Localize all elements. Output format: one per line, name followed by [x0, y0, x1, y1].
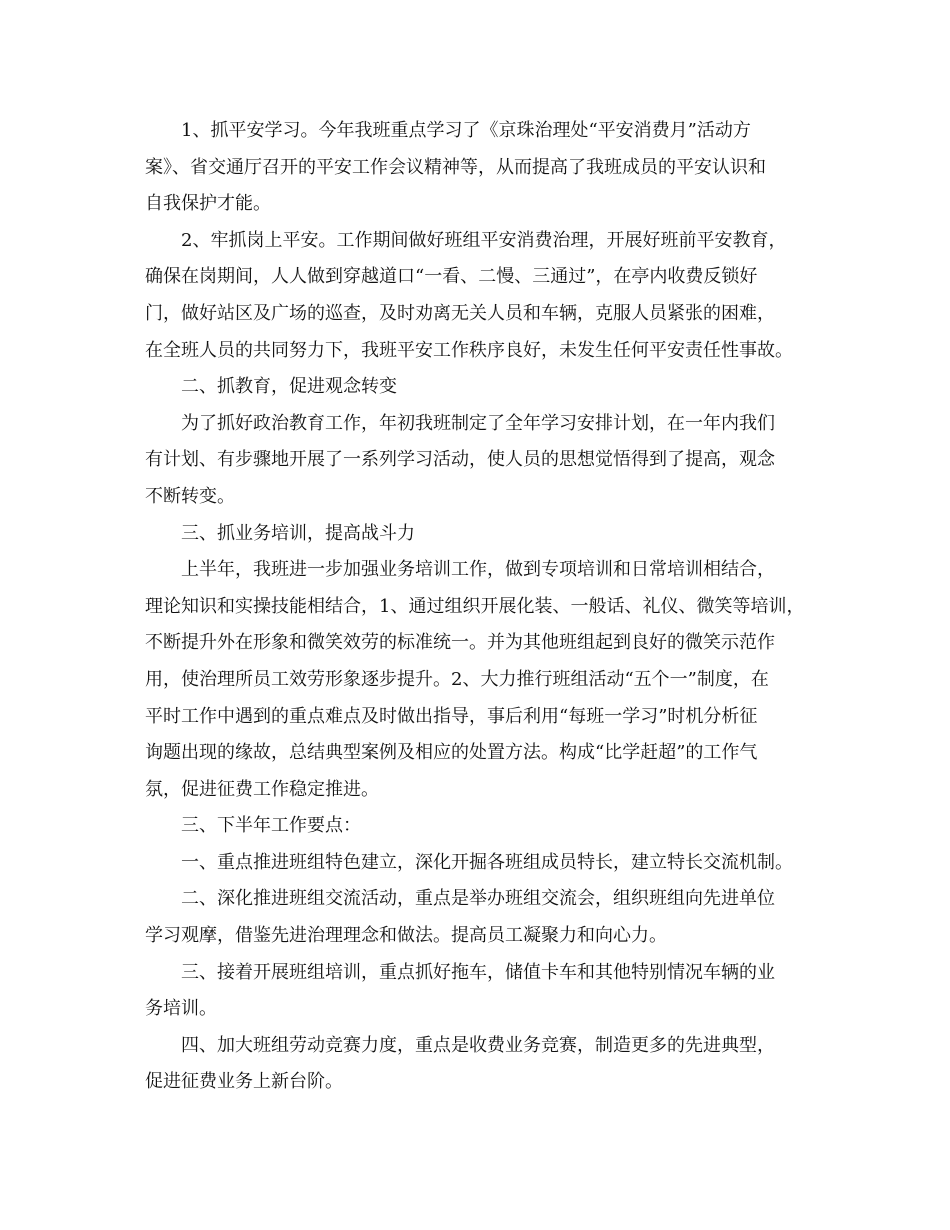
text-line: 自我保护才能。	[145, 193, 271, 215]
paragraph-point-three	[145, 955, 825, 1028]
text-line: 询题出现的缘故，总结典型案例及相应的处置方法。构成“比学赶超”的工作气	[145, 742, 758, 764]
text-line: 不断转变。	[145, 485, 235, 507]
text-line: 三、抓业务培训，提高战斗力	[181, 522, 415, 544]
text-line: 在全班人员的共同努力下，我班平安工作秩序良好，未发生任何平安责任性事故。	[145, 339, 793, 361]
text-line: 四、加大班组劳动竞赛力度，重点是收费业务竞赛，制造更多的先进典型，	[181, 1034, 775, 1056]
text-line: 门，做好站区及广场的巡查，及时劝离无关人员和车辆，克服人员紧张的困难，	[145, 302, 775, 324]
paragraph-political-education	[145, 406, 825, 516]
text-line: 有计划、有步骤地开展了一系列学习活动，使人员的思想觉悟得到了提高，观念	[145, 449, 775, 471]
text-line: 2、牢抓岗上平安。工作期间做好班组平安消费治理，开展好班前平安教育，	[181, 229, 787, 251]
text-line: 二、抓教育，促进观念转变	[181, 376, 397, 398]
paragraph-point-one	[145, 845, 825, 882]
text-line: 为了抓好政治教育工作，年初我班制定了全年学习安排计划，在一年内我们	[181, 412, 775, 434]
text-line: 氛，促进征费工作稳定推进。	[145, 778, 379, 800]
document-body	[145, 113, 825, 1101]
text-line: 务培训。	[145, 998, 217, 1020]
text-line: 二、深化推进班组交流活动，重点是举办班组交流会，组织班组向先进单位	[181, 888, 775, 910]
paragraph-business-training	[145, 552, 825, 808]
paragraph-safety-study	[145, 113, 825, 223]
text-line: 1、抓平安学习。今年我班重点学习了《京珠治理处“平安消费月”活动方	[181, 120, 751, 141]
text-line: 促进征费业务上新台阶。	[145, 1071, 343, 1093]
text-line: 平时工作中遇到的重点难点及时做出指导，事后利用“每班一学习”时机分析征	[145, 705, 758, 727]
paragraph-point-two	[145, 881, 825, 954]
section-heading-training	[145, 516, 825, 553]
text-line: 上半年，我班进一步加强业务培训工作，做到专项培训和日常培训相结合，	[181, 559, 775, 581]
text-line: 三、接着开展班组培训，重点抓好拖车，储值卡车和其他特别情况车辆的业	[181, 961, 775, 983]
section-heading-education	[145, 369, 825, 406]
text-line: 用，使治理所员工效劳形象逐步提升。2、大力推行班组活动“五个一”制度，在	[145, 668, 769, 690]
text-line: 确保在岗期间，人人做到穿越道口“一看、二慢、三通过”，在亭内收费反锁好	[145, 266, 758, 288]
text-line: 理论知识和实操技能相结合，1、通过组织开展化装、一般话、礼仪、微笑等培训，	[145, 595, 805, 617]
paragraph-onduty-safety	[145, 223, 825, 369]
text-line: 案》、省交通厅召开的平安工作会议精神等，从而提高了我班成员的平安认识和	[145, 156, 766, 178]
paragraph-point-four	[145, 1028, 825, 1101]
section-heading-second-half	[145, 808, 825, 845]
text-line: 学习观摩，借鉴先进治理理念和做法。提高员工凝聚力和向心力。	[145, 925, 667, 947]
text-line: 一、重点推进班组特色建立，深化开掘各班组成员特长，建立特长交流机制。	[181, 851, 793, 873]
text-line: 不断提升外在形象和微笑效劳的标准统一。并为其他班组起到良好的微笑示范作	[145, 632, 775, 654]
text-line: 三、下半年工作要点：	[181, 815, 361, 837]
